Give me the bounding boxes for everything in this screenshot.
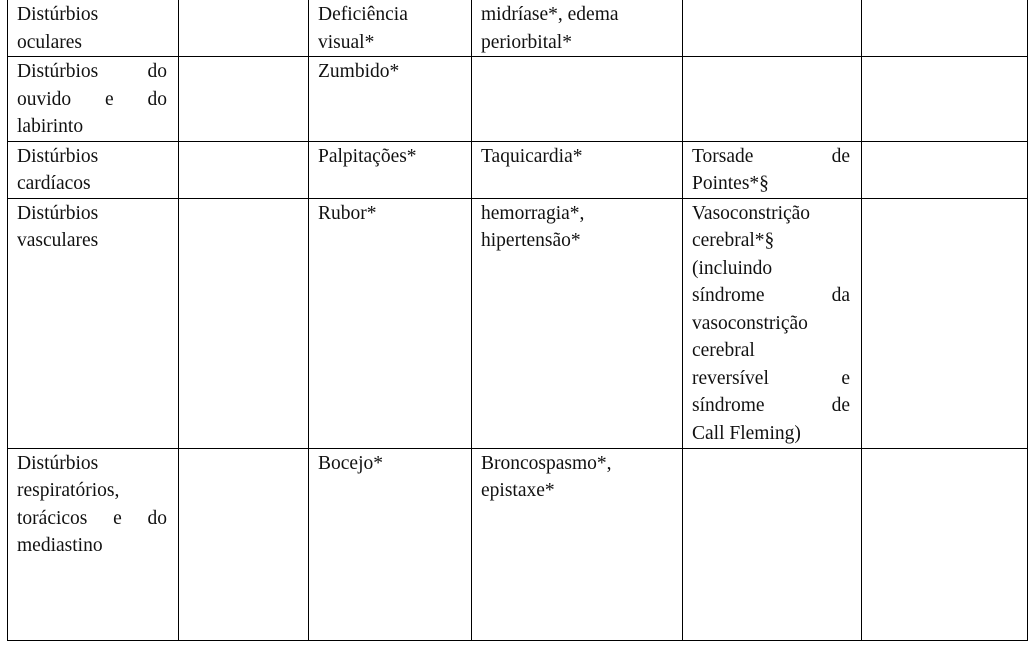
cell-line <box>17 86 167 114</box>
cell-line: (incluindo <box>692 257 773 279</box>
cell-line: Taquicardia* <box>481 145 583 167</box>
word: Torsade <box>692 145 754 167</box>
cell-line: Distúrbios <box>17 4 99 25</box>
cell-line: cerebral <box>692 340 755 361</box>
frequency-cell <box>309 198 472 448</box>
cell-line: respiratórios, <box>17 480 120 501</box>
frequency-cell <box>179 141 309 198</box>
cell-line <box>692 282 850 310</box>
frequency-cell <box>472 57 683 142</box>
frequency-cell <box>472 448 683 640</box>
cell-line: Rubor* <box>318 202 377 224</box>
table-row <box>8 57 1028 142</box>
cell-line: oculares <box>17 31 82 53</box>
cell-line: Zumbido* <box>318 61 400 82</box>
word: síndrome <box>692 285 765 306</box>
frequency-cell <box>683 198 862 448</box>
table-row <box>8 0 1028 57</box>
word: torácicos <box>17 507 88 529</box>
cell-line: Distúrbios <box>17 202 99 224</box>
cell-line: Vasoconstrição <box>692 202 811 224</box>
word: da <box>831 285 850 306</box>
frequency-cell <box>862 57 1028 142</box>
cell-line: cardíacos <box>17 173 91 194</box>
cell-line: Broncospasmo*, <box>481 452 612 474</box>
frequency-cell <box>179 57 309 142</box>
word: ouvido <box>17 88 72 110</box>
frequency-cell <box>309 141 472 198</box>
frequency-cell <box>309 448 472 640</box>
soc-cell <box>8 57 179 142</box>
word: e <box>105 88 114 110</box>
frequency-cell <box>309 57 472 142</box>
cell-line: Palpitações* <box>318 145 417 167</box>
word: síndrome <box>692 395 765 416</box>
soc-cell <box>8 0 179 57</box>
word: e <box>841 367 850 389</box>
frequency-cell <box>683 141 862 198</box>
table-row <box>8 198 1028 448</box>
cell-line: periorbital* <box>481 31 572 53</box>
frequency-cell <box>862 0 1028 57</box>
cell-line <box>17 58 167 86</box>
table-row <box>8 141 1028 198</box>
word: do <box>147 507 167 529</box>
cell-line: labirinto <box>17 116 84 137</box>
soc-cell <box>8 448 179 640</box>
cell-line: Bocejo* <box>318 452 383 474</box>
cell-line: vasculares <box>17 230 99 251</box>
cell-line: vasoconstrição <box>692 312 808 334</box>
cell-line: mediastino <box>17 535 103 556</box>
document-page <box>7 0 1027 641</box>
cell-line: Deficiência <box>318 4 408 25</box>
cell-line: epistaxe* <box>481 480 555 501</box>
cell-line: hemorragia*, <box>481 202 585 224</box>
frequency-cell <box>472 141 683 198</box>
cell-line <box>17 505 167 533</box>
frequency-cell <box>309 0 472 57</box>
cell-line: cerebral*§ <box>692 230 775 251</box>
frequency-cell <box>862 198 1028 448</box>
frequency-cell <box>179 448 309 640</box>
cell-line: midríase*, edema <box>481 4 619 25</box>
frequency-cell <box>472 0 683 57</box>
frequency-cell <box>179 0 309 57</box>
frequency-cell <box>179 198 309 448</box>
table-body <box>8 0 1028 640</box>
cell-line: hipertensão* <box>481 230 581 251</box>
cell-line <box>692 365 850 393</box>
cell-line: Call Fleming) <box>692 422 801 444</box>
word: de <box>831 145 850 167</box>
frequency-cell <box>862 448 1028 640</box>
frequency-cell <box>683 448 862 640</box>
frequency-cell <box>862 141 1028 198</box>
word: e <box>113 507 122 529</box>
frequency-cell <box>472 198 683 448</box>
word: reversível <box>692 367 769 389</box>
word: do <box>147 61 167 82</box>
word: do <box>147 88 167 110</box>
cell-line: Distúrbios <box>17 145 99 167</box>
table-row <box>8 448 1028 640</box>
word: Distúrbios <box>17 61 99 82</box>
adverse-reactions-table <box>7 0 1028 641</box>
soc-cell <box>8 141 179 198</box>
frequency-cell <box>683 57 862 142</box>
cell-line: Distúrbios <box>17 452 99 474</box>
word: de <box>831 395 850 416</box>
frequency-cell <box>683 0 862 57</box>
cell-line: visual* <box>318 31 375 53</box>
cell-line <box>692 143 850 171</box>
cell-line <box>692 392 850 420</box>
soc-cell <box>8 198 179 448</box>
cell-line: Pointes*§ <box>692 173 769 194</box>
